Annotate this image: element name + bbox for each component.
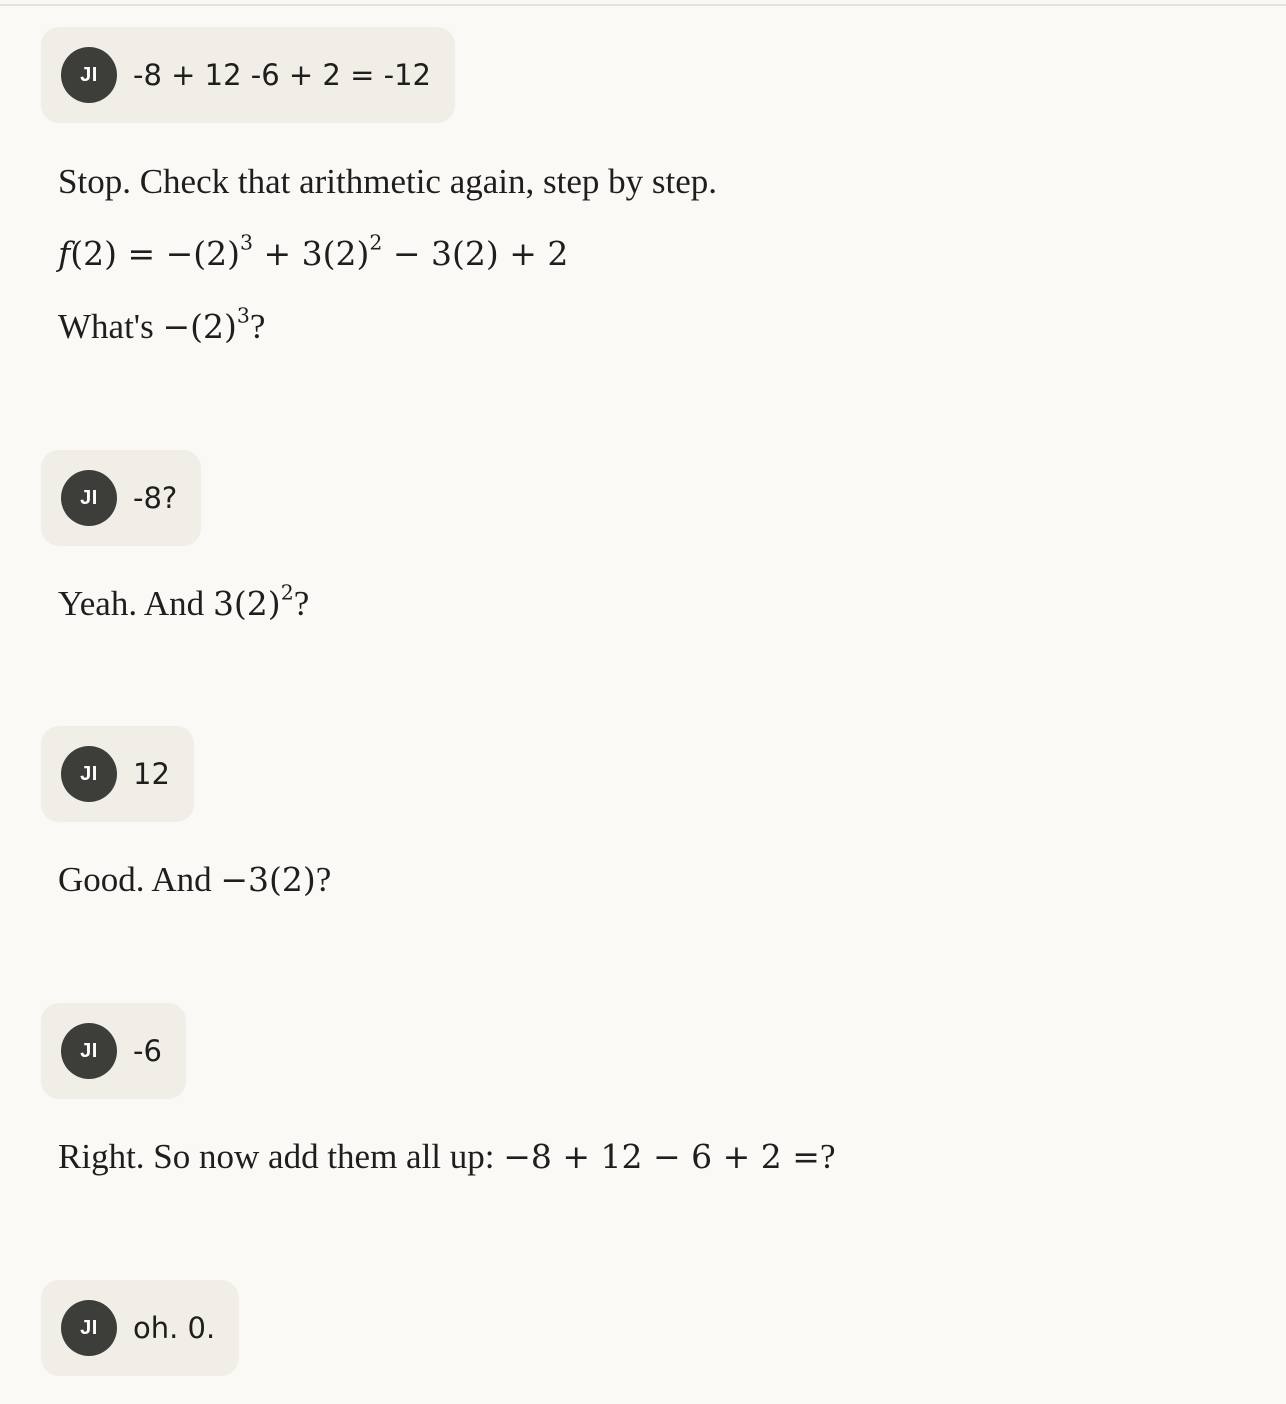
user-message-text: -8 + 12 -6 + 2 = -12 [133, 58, 431, 92]
user-message-text: 12 [133, 757, 170, 791]
user-avatar: JI [61, 470, 117, 526]
user-message [41, 27, 455, 123]
top-divider [0, 4, 1286, 6]
math-expression: −3(2) [220, 860, 316, 899]
math-expression: $-(2)^3$ [162, 303, 250, 346]
math-expression: $f(2) = -(2)^3 + 3(2)^2 - 3(2) + 2$ [58, 230, 569, 273]
user-message [41, 726, 194, 822]
user-message-text: -8? [133, 481, 178, 515]
user-avatar: JI [61, 746, 117, 802]
user-message-text: -6 [133, 1034, 162, 1068]
user-message [41, 450, 201, 546]
assistant-text: ? [315, 860, 332, 899]
user-message-text: oh. 0. [133, 1311, 216, 1345]
math-expression: $3(2)^2$ [212, 580, 294, 623]
assistant-text: What's [58, 307, 163, 346]
assistant-message [58, 1135, 835, 1179]
user-avatar: JI [61, 47, 117, 103]
assistant-message [58, 582, 309, 626]
assistant-message [58, 858, 331, 902]
user-avatar: JI [61, 1300, 117, 1356]
assistant-text: ? [819, 1137, 836, 1176]
user-message [41, 1003, 186, 1099]
assistant-text: Yeah. And [58, 584, 213, 623]
assistant-text: ? [249, 307, 266, 346]
assistant-text: ? [293, 584, 310, 623]
assistant-text: Good. And [58, 860, 221, 899]
user-avatar: JI [61, 1023, 117, 1079]
assistant-message [58, 305, 265, 349]
math-expression: −8 + 12 − 6 + 2 = [503, 1137, 820, 1176]
assistant-text: Right. So now add them all up: [58, 1137, 504, 1176]
user-message [41, 1280, 239, 1376]
assistant-math-equation [58, 232, 568, 276]
assistant-message-text: Stop. Check that arithmetic again, step by step. [58, 162, 718, 201]
